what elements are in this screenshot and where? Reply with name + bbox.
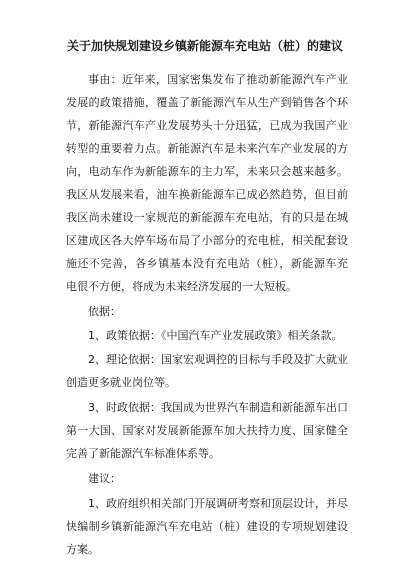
reason-paragraph-line: 电很不方便，将成为未来经济发展的一大短板。 [66, 280, 297, 293]
suggestion-item-line: 1、政府组织相关部门开展调研考察和顶层设计，并尽 [88, 497, 348, 510]
basis-item-theory-line: 2、理论依据：国家宏观调控的目标与手段及扩大就业 [88, 353, 348, 366]
reason-paragraph-line: 节，新能源汽车产业发展势头十分迅猛，已成为我国产业 [66, 119, 348, 132]
suggestion-heading: 建议： [88, 472, 121, 485]
basis-item-theory-line: 创造更多就业岗位等。 [66, 376, 176, 389]
reason-paragraph-line: 事由：近年来，国家密集发布了推动新能源汽车产业 [88, 73, 348, 86]
basis-item-policy: 1、政策依据：《中国汽车产业发展政策》相关条款。 [88, 329, 343, 342]
document-title: 关于加快规划建设乡镇新能源车充电站（桩）的建议 [66, 39, 343, 53]
suggestion-item-line: 方案。 [66, 543, 99, 556]
basis-heading: 依据： [88, 305, 121, 318]
reason-paragraph-line: 向，电动车作为新能源车的主力军，未来只会越来越多。 [66, 165, 348, 178]
suggestion-item-line: 快编制乡镇新能源汽车充电站（桩）建设的专项规划建设 [66, 520, 348, 533]
reason-paragraph-line: 施还不完善，各乡镇基本没有充电站（桩），新能源车充 [66, 257, 348, 270]
reason-paragraph-line: 区建成区各大停车场布局了小部分的充电桩，相关配套设 [66, 234, 348, 247]
reason-paragraph-line: 我区尚未建设一家规范的新能源车充电站，有的只是在城 [66, 211, 348, 224]
reason-paragraph-line: 发展的政策措施，覆盖了新能源汽车从生产到销售各个环 [66, 96, 348, 109]
reason-paragraph-line: 我区从发展来看，油车换新能源车已成必然趋势，但目前 [66, 188, 348, 201]
basis-item-current-affairs-line: 第一大国、国家对发展新能源车加大扶持力度、国家健全 [66, 424, 348, 437]
reason-paragraph-line: 转型的重要着力点。新能源汽车是未来汽车产业发展的方 [66, 142, 348, 155]
basis-item-current-affairs-line: 3、时政依据：我国成为世界汽车制造和新能源车出口 [88, 401, 348, 414]
basis-item-current-affairs-line: 完善了新能源汽车标准体系等。 [66, 447, 220, 460]
